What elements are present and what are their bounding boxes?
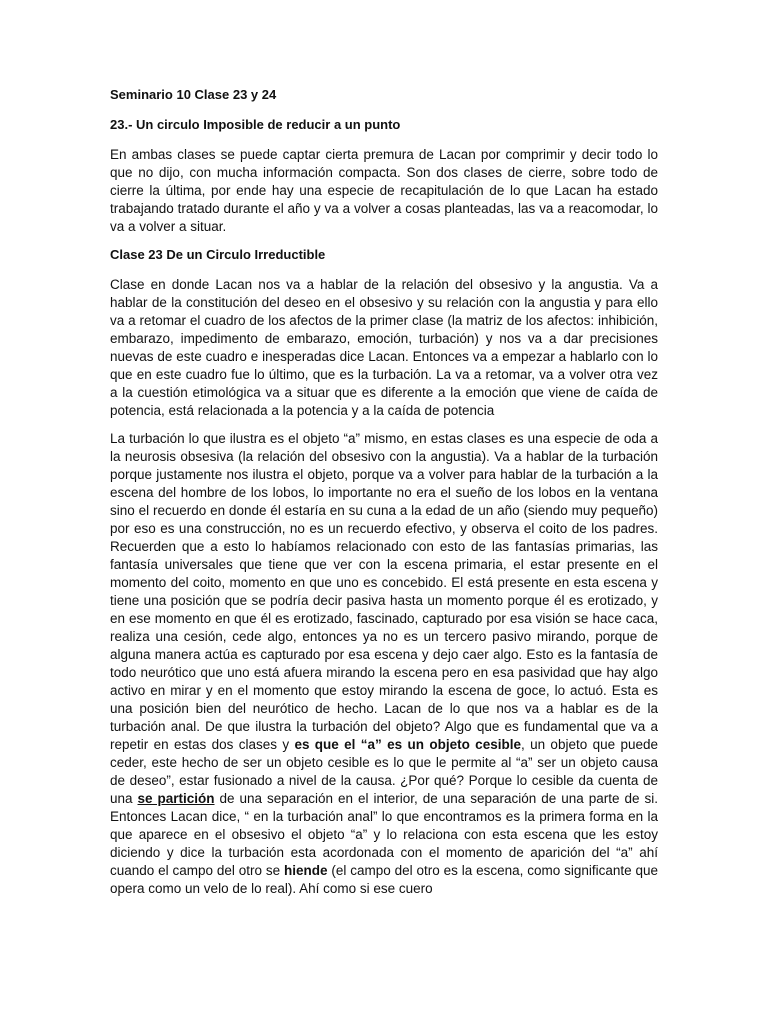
section-heading-clase-23: Clase 23 De un Circulo Irreductible	[110, 247, 326, 262]
emphasis-objeto-cesible: es que el “a” es un objeto cesible	[294, 737, 521, 752]
clase-23-paragraph: Clase en donde Lacan nos va a hablar de la relación del obsesivo y la angustia. Va a hablar de la constitución del deseo en el obsesivo y su relación con la angustia y para ello va a retomar el cuadro de los afectos de la primer clase (la matriz de los afectos: inhibición, embarazo, impedimento de embarazo, emoción, turbación) y nos va a dar precisiones nuevas de este cuadro e inesperadas dice Lacan. Entonces va a empezar a hablarlo con lo que en este cuadro fue lo último, que es la turbación. La va a retomar, va a volver otra vez a la cuestión etimológica va a situar que es diferente a la emoción que viene de caída de potencia, está relacionada a la potencia y a la caída de potencia	[110, 277, 658, 418]
text-run: , un objeto que puede ceder, este hecho de ser un objeto cesible es lo que le permite al “a” ser un objeto causa de deseo”, estar fusionado a nivel de la causa. ¿Por qué? Porque lo cesible da cuenta de una	[110, 737, 658, 806]
text-run: de una separación en el interior, de una separación de una parte de si. Entonces Lacan dice, “ en la turbación anal” lo que encontramos es la primera forma en la que aparece en el obsesivo el objeto “a” y lo relaciona con esta escena que les estoy diciendo y dice la turbación esta acordonada con el momento de aparición del “a” ahí cuando el campo del otro se	[110, 791, 658, 878]
emphasis-hiende: hiende	[284, 863, 328, 878]
emphasis-se-particion: se partición	[137, 791, 215, 806]
document-body	[110, 86, 658, 908]
section-heading-23: 23.- Un circulo Imposible de reducir a un punto	[110, 117, 401, 132]
turbacion-paragraph	[110, 430, 658, 898]
intro-paragraph: En ambas clases se puede captar cierta premura de Lacan por comprimir y decir todo lo que no dijo, con mucha información compacta. Son dos clases de cierre, sobre todo de cierre la última, por ende hay una especie de recapitulación de lo que Lacan ha estado trabajando tratado durante el año y va a volver a cosas planteadas, las va a reacomodar, lo va a volver a situar.	[110, 147, 658, 234]
text-run: (el campo del otro es la escena, como significante que opera como un velo de lo real). Ahí como si ese cuero	[110, 863, 659, 896]
document-title: Seminario 10 Clase 23 y 24	[110, 87, 277, 102]
text-run: La turbación lo que ilustra es el objeto “a” mismo, en estas clases es una especie de oda a la neurosis obsesiva (la relación del obsesivo con la angustia). Va a hablar de la turbación porque justamente nos ilustra el objeto, porque va a volver para hablar de la turbación a la escena del hombre de los lobos, lo importante no era el sueño de los lobos en la ventana sino el recuerdo en donde él estaría en su cuna a la edad de un año (siendo muy pequeño) por eso es una construcción, no es un recuerdo efectivo, y observa el coito de los padres. Recuerden que a esto lo habíamos relacionado con esto de las fantasías primarias, las fantasía universales que tiene que ver con la escena primaria, el estar presente en el momento del coito, momento en que uno es concebido. El está presente en esta escena y tiene una posición que se podría decir pasiva hasta un momento porque él es erotizado, y en ese momento en que él es erotizado, fascinado, capturado por esa visión se hace caca, realiza una cesión, cede algo, entonces ya no es un tercero pasivo mirando, porque de alguna manera actúa es capturado por esa escena y dejo caer algo. Esto es la fantasía de todo neurótico que uno está afuera mirando la escena pero en esa pasividad que hay algo activo en mirar y en el momento que estoy mirando la escena de goce, lo actuó. Esta es una posición bien del neurótico de hecho. Lacan de lo que nos va a hablar es de la turbación anal. De que ilustra la turbación del objeto? Algo que es fundamental que va a repetir en estas dos clases y	[110, 431, 658, 752]
